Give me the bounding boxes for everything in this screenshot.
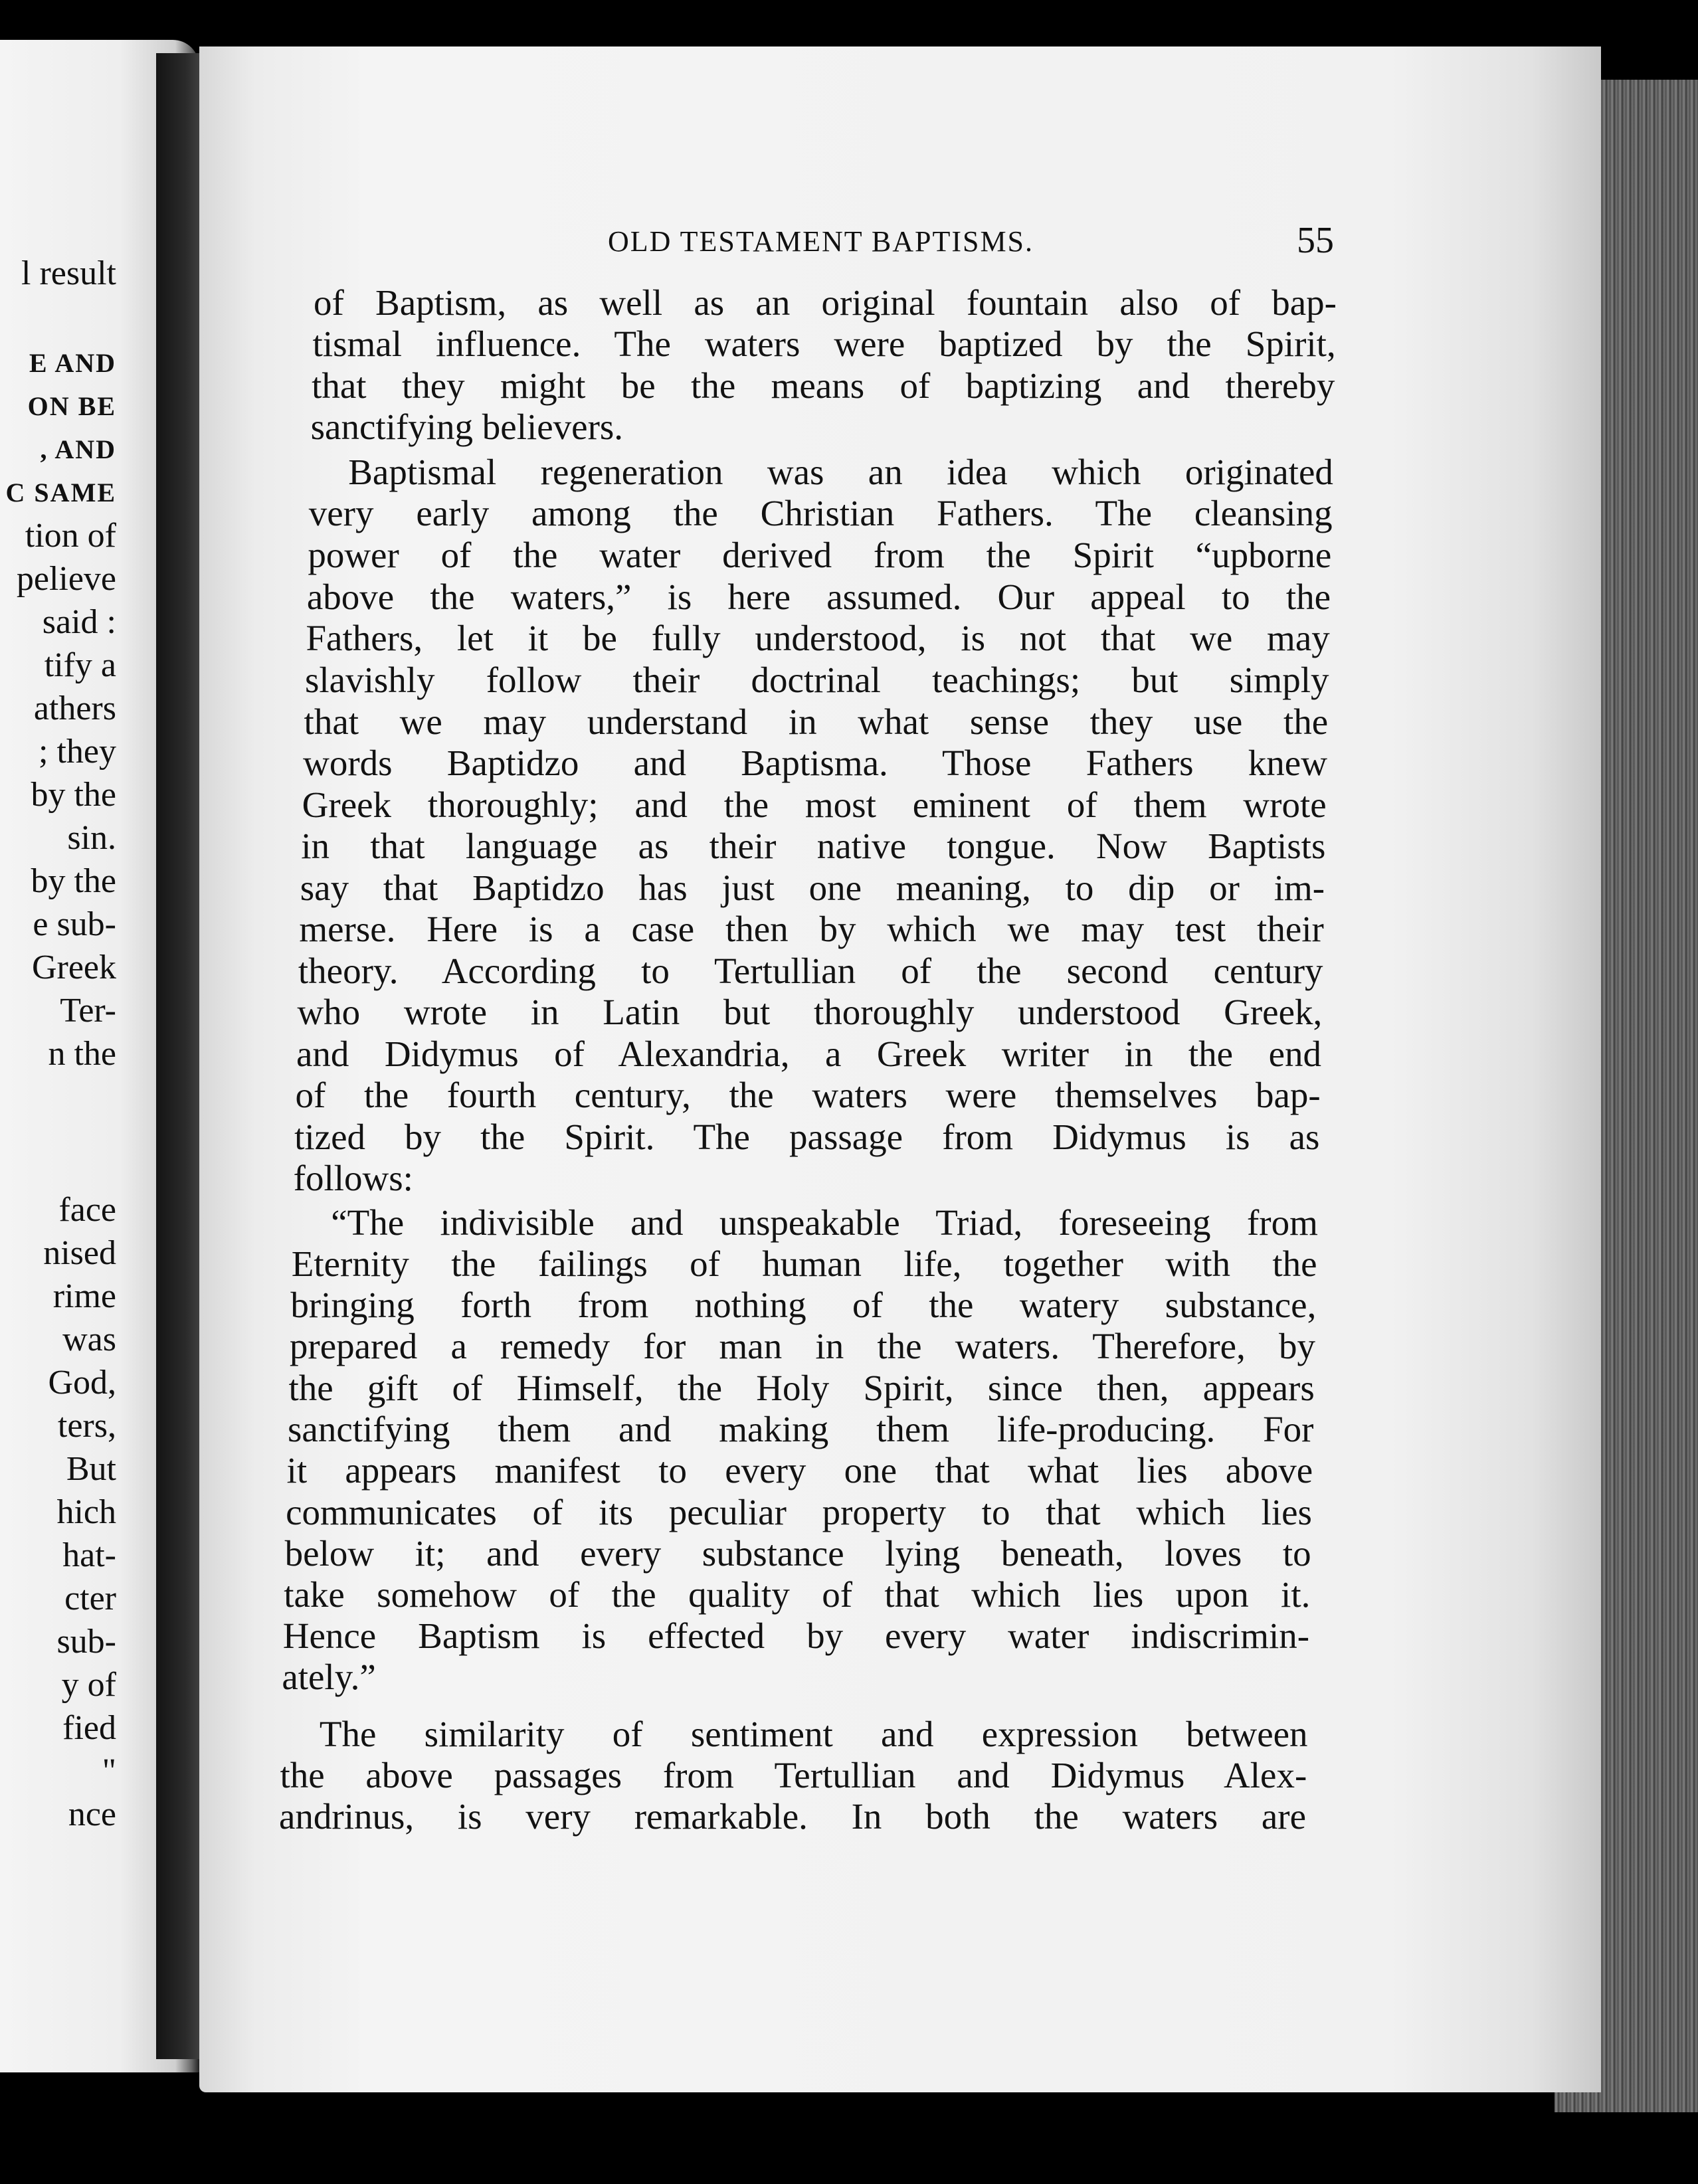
left-page-line: tify a bbox=[44, 646, 116, 684]
body-line: sanctifying them and making them life-producing. For bbox=[288, 1409, 1314, 1449]
left-page-line: e sub- bbox=[33, 905, 116, 943]
left-page-line: n the bbox=[48, 1035, 116, 1073]
left-page-line: C SAME bbox=[5, 478, 116, 507]
body-line: follows: bbox=[293, 1158, 413, 1198]
body-line: ately.” bbox=[282, 1657, 376, 1697]
body-line: sanctifying believers. bbox=[310, 407, 624, 447]
body-line: who wrote in Latin but thoroughly understood Greek, bbox=[297, 992, 1323, 1032]
left-page-line: y of bbox=[61, 1666, 116, 1704]
body-line: bringing forth from nothing of the watery substance, bbox=[290, 1285, 1317, 1325]
page-number: 55 bbox=[1297, 220, 1334, 261]
body-line: say that Baptidzo has just one meaning, to dip or im- bbox=[300, 867, 1325, 908]
body-line: that they might be the means of baptizing and thereby bbox=[312, 365, 1335, 406]
left-page-line: ON BE bbox=[27, 391, 116, 421]
body-line: the gift of Himself, the Holy Spirit, since then, appears bbox=[288, 1368, 1315, 1408]
body-line: very early among the Christian Fathers. The cleansing bbox=[308, 493, 1333, 533]
left-page-line: sub- bbox=[56, 1623, 116, 1661]
left-page-line: But bbox=[66, 1450, 116, 1488]
left-page-line: hat- bbox=[62, 1536, 116, 1574]
body-line: merse. Here is a case then by which we may test their bbox=[299, 909, 1324, 949]
left-page-line: by the bbox=[31, 776, 116, 814]
left-page-line: was bbox=[62, 1320, 116, 1358]
body-line: the above passages from Tertullian and Didymus Alex- bbox=[280, 1755, 1307, 1795]
left-page-line: nised bbox=[43, 1234, 116, 1272]
running-head: OLD TESTAMENT BAPTISMS. bbox=[608, 225, 1034, 258]
body-line: it appears manifest to every one that what lies above bbox=[286, 1450, 1313, 1491]
body-line: theory. According to Tertullian of the second century bbox=[298, 951, 1323, 991]
body-line: Fathers, let it be fully understood, is not that we may bbox=[306, 618, 1330, 658]
body-line: of Baptism, as well as an original fountain also of bap- bbox=[314, 282, 1337, 323]
left-page-line: cter bbox=[64, 1580, 116, 1617]
body-line: Greek thoroughly; and the most eminent of them wrote bbox=[302, 784, 1327, 825]
body-line: words Baptidzo and Baptisma. Those Fathers knew bbox=[303, 743, 1327, 783]
left-page-line: fied bbox=[62, 1709, 116, 1747]
left-page-line: by the bbox=[31, 862, 116, 900]
body-line: andrinus, is very remarkable. In both the waters are bbox=[279, 1796, 1306, 1837]
body-line: that we may understand in what sense they use the bbox=[304, 701, 1329, 742]
left-page-line: Greek bbox=[31, 949, 116, 986]
left-page-line: ; they bbox=[39, 733, 116, 771]
left-page-line: l result bbox=[21, 254, 116, 292]
body-line: and Didymus of Alexandria, a Greek writer in the end bbox=[296, 1034, 1321, 1074]
left-page-line: nce bbox=[68, 1795, 116, 1833]
left-page-line: athers bbox=[33, 689, 116, 727]
left-page-line: pelieve bbox=[16, 560, 116, 598]
body-line: take somehow of the quality of that which lies upon it. bbox=[284, 1574, 1311, 1615]
left-page-line: hich bbox=[56, 1493, 116, 1531]
left-page-line: God, bbox=[48, 1364, 116, 1402]
body-line: above the waters,” is here assumed. Our appeal to the bbox=[306, 577, 1331, 617]
body-line: power of the water derived from the Spirit “upborne bbox=[308, 535, 1332, 575]
left-page-line: tion of bbox=[25, 517, 116, 555]
body-line: Eternity the failings of human life, together with the bbox=[291, 1243, 1317, 1284]
body-line: tismal influence. The waters were baptized by the Spirit, bbox=[312, 323, 1336, 364]
body-line: Hence Baptism is effected by every water indiscrimin- bbox=[282, 1615, 1310, 1656]
left-page-line: Ter- bbox=[60, 992, 116, 1030]
body-line: communicates of its peculiar property to that which lies bbox=[286, 1492, 1312, 1532]
body-line: Baptismal regeneration was an idea which originated bbox=[348, 452, 1333, 492]
body-line: in that language as their native tongue. Now Baptists bbox=[301, 826, 1326, 866]
left-page-line: face bbox=[58, 1191, 116, 1229]
left-page-line: , AND bbox=[40, 434, 116, 464]
body-line: below it; and every substance lying beneath, loves to bbox=[284, 1533, 1311, 1574]
body-line: tized by the Spirit. The passage from Didymus is as bbox=[294, 1117, 1320, 1157]
left-page-line: sin. bbox=[67, 819, 116, 857]
left-page-line: " bbox=[102, 1752, 116, 1790]
body-line: The similarity of sentiment and expression between bbox=[319, 1714, 1308, 1754]
left-page-line: rime bbox=[52, 1277, 116, 1315]
body-line: prepared a remedy for man in the waters. Therefore, by bbox=[289, 1326, 1316, 1366]
body-line: “The indivisible and unspeakable Triad, foreseeing from bbox=[331, 1202, 1318, 1243]
left-page-line: E AND bbox=[29, 348, 116, 378]
left-page-line: ters, bbox=[57, 1407, 116, 1445]
body-line: of the fourth century, the waters were themselves bap- bbox=[295, 1075, 1321, 1115]
body-line: slavishly follow their doctrinal teachings; but simply bbox=[305, 660, 1329, 700]
left-page-line: said : bbox=[42, 603, 116, 641]
